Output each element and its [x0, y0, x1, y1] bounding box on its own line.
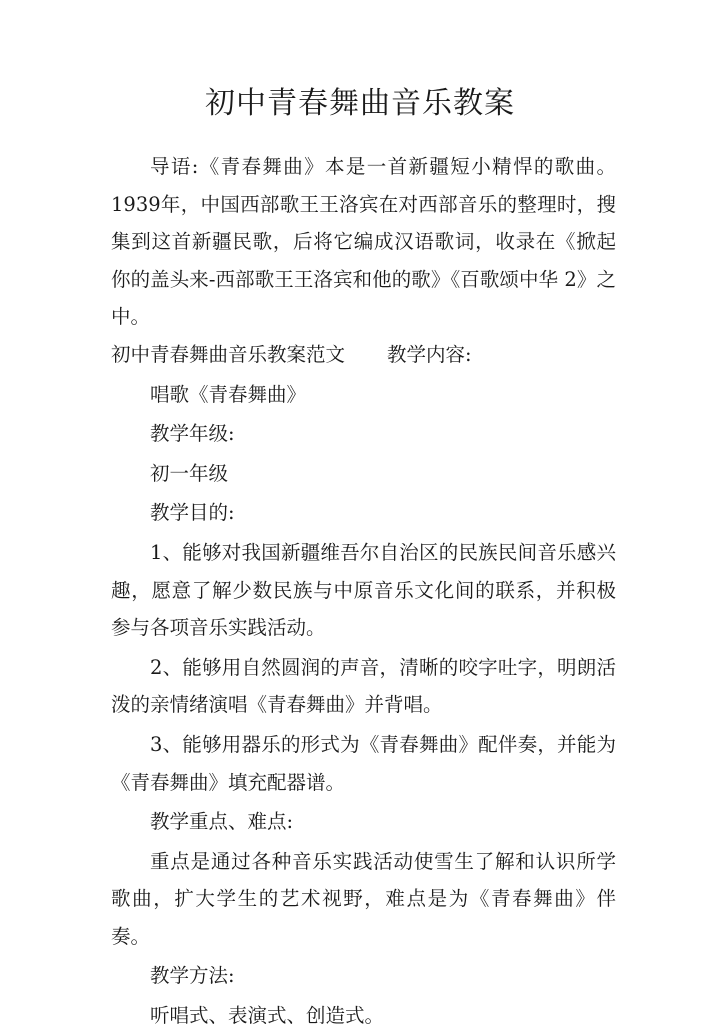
goal-3-paragraph: 3、能够用器乐的形式为《青春舞曲》配伴奏，并能为《青春舞曲》填充配器谱。 — [111, 732, 616, 794]
key-points-label: 教学重点、难点: — [150, 810, 294, 834]
goal-1-paragraph: 1、能够对我国新疆维吾尔自治区的民族民间音乐感兴趣，愿意了解少数民族与中原音乐文化间的联系，并积极参与各项音乐实践活动。 — [111, 540, 616, 640]
method-label: 教学方法: — [150, 964, 235, 988]
goal-2-paragraph: 2、能够用自然圆润的声音，清晰的咬字吐字，明朗活泼的亲情绪演唱《青春舞曲》并背唱。 — [111, 655, 616, 717]
intro-paragraph: 导语:《青春舞曲》本是一首新疆短小精悍的歌曲。1939年，中国西部歌王王洛宾在对西部音乐的整理时，搜集到这首新疆民歌，后将它编成汉语歌词，收录在《掀起你的盖头来-西部歌王王洛宾和他的歌》《百歌颂中华 2》之中。 — [111, 155, 616, 329]
document-body — [111, 148, 616, 1035]
section-heading: 初中青春舞曲音乐教案范文 — [111, 342, 346, 366]
grade-value: 初一年级 — [150, 461, 229, 485]
grade-label: 教学年级: — [150, 422, 235, 446]
method-text: 听唱式、表演式、创造式。 — [150, 1004, 385, 1028]
content-text: 唱歌《青春舞曲》 — [150, 382, 307, 406]
content-label: 教学内容: — [387, 342, 472, 366]
section-line — [111, 336, 616, 374]
document-title: 初中青春舞曲音乐教案 — [205, 86, 515, 121]
goals-label: 教学目的: — [150, 501, 235, 525]
key-points-paragraph: 重点是通过各种音乐实践活动使雪生了解和认识所学歌曲，扩大学生的艺术视野，难点是为《青春舞曲》伴奏。 — [111, 849, 616, 948]
